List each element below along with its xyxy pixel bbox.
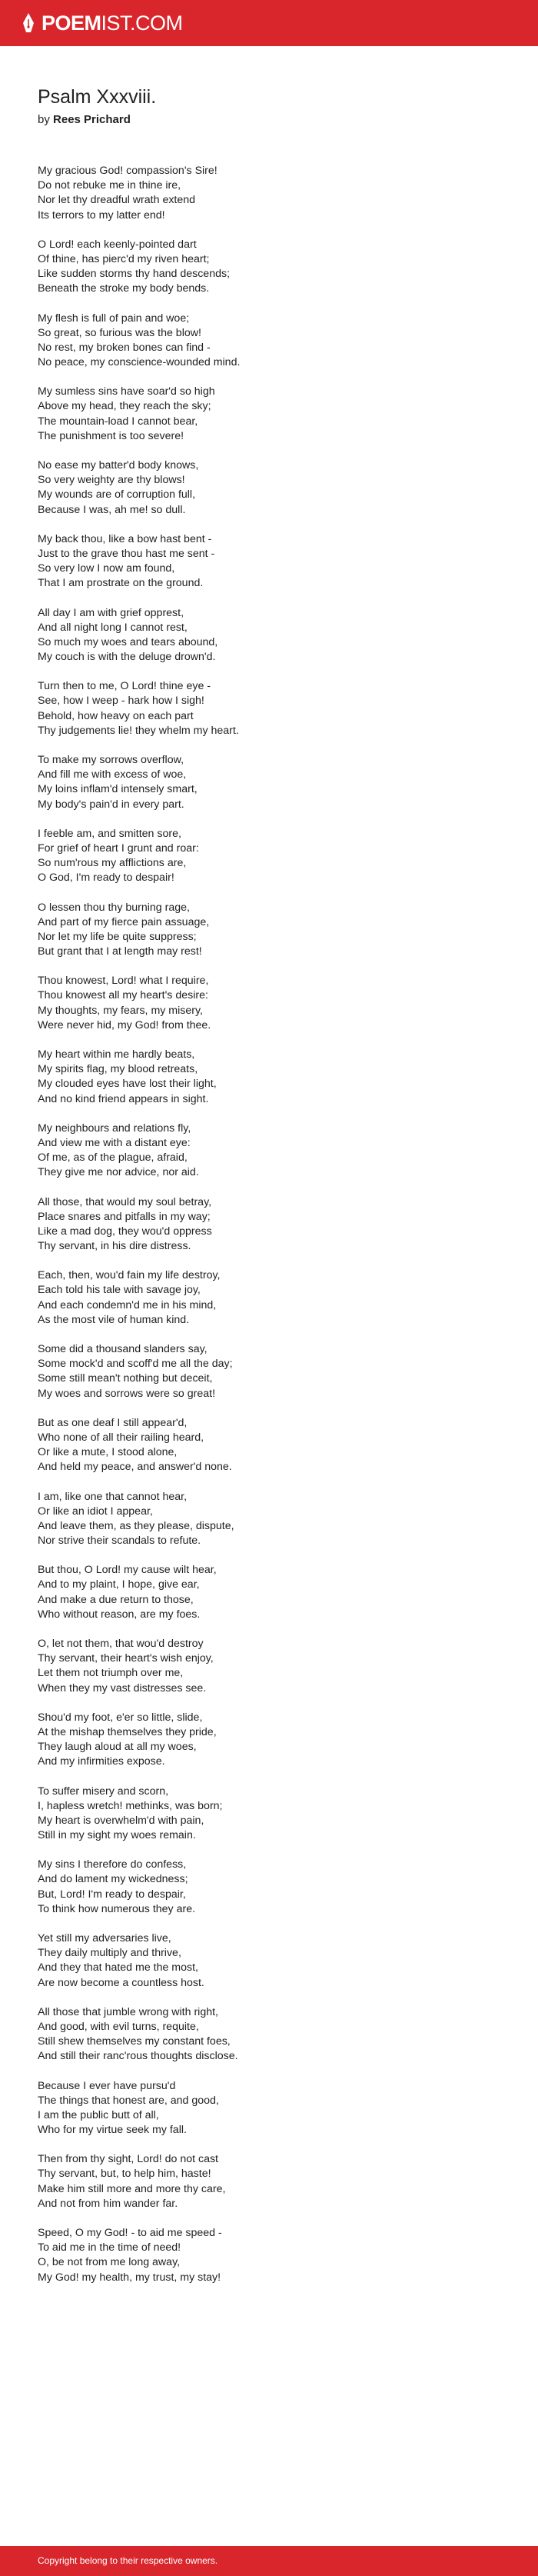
poem-line: Of me, as of the plague, afraid, bbox=[38, 1151, 188, 1165]
poem-line: My thoughts, my fears, my misery, bbox=[38, 1004, 203, 1017]
poem-line: And no kind friend appears in sight. bbox=[38, 1092, 209, 1105]
stanza bbox=[38, 827, 514, 886]
poem-line: Let them not triumph over me, bbox=[38, 1667, 184, 1680]
poem-line: And each condemn'd me in his mind, bbox=[38, 1298, 217, 1311]
poem-line: My God! my health, my trust, my stay! bbox=[38, 2271, 221, 2284]
stanza bbox=[38, 1416, 514, 1475]
poem-line: Nor strive their scandals to refute. bbox=[38, 1535, 201, 1548]
poem-line: No ease my batter'd body knows, bbox=[38, 459, 199, 472]
poem-line: So very weighty are thy blows! bbox=[38, 474, 185, 487]
poem-line: O Lord! each keenly-pointed dart bbox=[38, 238, 197, 251]
poem-line: Place snares and pitfalls in my way; bbox=[38, 1210, 211, 1223]
poem-line: My loins inflam'd intensely smart, bbox=[38, 783, 198, 796]
poem-line: And my infirmities expose. bbox=[38, 1755, 165, 1768]
poem-line: My heart is overwhelm'd with pain, bbox=[38, 1814, 204, 1827]
poem-line: All day I am with grief opprest, bbox=[38, 606, 184, 619]
poem-line: Are now become a countless host. bbox=[38, 1976, 204, 1989]
poem-line: And do lament my wickedness; bbox=[38, 1873, 188, 1886]
stanza bbox=[38, 385, 514, 444]
poem-line: Yet still my adversaries live, bbox=[38, 1932, 171, 1944]
poem-line: I am, like one that cannot hear, bbox=[38, 1490, 188, 1503]
poem-line: See, how I weep - hark how I sigh! bbox=[38, 695, 204, 708]
stanza bbox=[38, 753, 514, 812]
site-logo[interactable] bbox=[22, 0, 183, 46]
site-logo-text bbox=[42, 13, 183, 34]
poem-line: Or like a mute, I stood alone, bbox=[38, 1446, 178, 1459]
poem-line: Shou'd my foot, e'er so little, slide, bbox=[38, 1711, 203, 1724]
stanza bbox=[38, 532, 514, 592]
stanza bbox=[38, 1268, 514, 1328]
poem-line: Nor let thy dreadful wrath extend bbox=[38, 194, 196, 207]
poem-line: O, let not them, that wou'd destroy bbox=[38, 1638, 204, 1650]
poem-line: Because I was, ah me! so dull. bbox=[38, 503, 186, 516]
stanza bbox=[38, 1342, 514, 1401]
poem-line: Thy judgements lie! they whelm my heart. bbox=[38, 724, 239, 737]
poem-line: My couch is with the deluge drown'd. bbox=[38, 651, 216, 664]
poem-line: At the mishap themselves they pride, bbox=[38, 1725, 217, 1738]
poem-line: Some did a thousand slanders say, bbox=[38, 1343, 208, 1355]
poem-line: But as one deaf I still appear'd, bbox=[38, 1416, 188, 1429]
copyright-notice: Copyright belong to their respective owners. bbox=[38, 2555, 218, 2566]
poem-line: I, hapless wretch! methinks, was born; bbox=[38, 1799, 223, 1812]
poem-line: Above my head, they reach the sky; bbox=[38, 400, 211, 413]
poem-line: And leave them, as they please, dispute, bbox=[38, 1519, 234, 1532]
poem-line: Turn then to me, O Lord! thine eye - bbox=[38, 680, 211, 693]
logo-thin-part: IST.COM bbox=[101, 11, 183, 35]
poem-line: Its terrors to my latter end! bbox=[38, 208, 165, 222]
poem-line: O lessen thou thy burning rage, bbox=[38, 901, 190, 914]
poem-line: Then from thy sight, Lord! do not cast bbox=[38, 2153, 219, 2166]
poem-line: But, Lord! I'm ready to despair, bbox=[38, 1888, 186, 1901]
stanza bbox=[38, 679, 514, 738]
stanza bbox=[38, 1931, 514, 1991]
stanza bbox=[38, 1048, 514, 1107]
stanza bbox=[38, 1195, 514, 1255]
stanza bbox=[38, 2226, 514, 2285]
poem-line: My spirits flag, my blood retreats, bbox=[38, 1063, 198, 1076]
poem-line: And good, with evil turns, requite, bbox=[38, 2020, 199, 2033]
poem-line: O God, I'm ready to despair! bbox=[38, 871, 174, 885]
poem-line: Some mock'd and scoff'd me all the day; bbox=[38, 1358, 233, 1371]
poem-line: My sumless sins have soar'd so high bbox=[38, 385, 215, 398]
poem-line: Just to the grave thou hast me sent - bbox=[38, 547, 215, 560]
poem-line: And not from him wander far. bbox=[38, 2197, 178, 2210]
poem-line: My gracious God! compassion's Sire! bbox=[38, 165, 218, 177]
stanza bbox=[38, 974, 514, 1033]
poem-line: Some still mean't nothing but deceit, bbox=[38, 1372, 213, 1385]
poem-line: So much my woes and tears abound, bbox=[38, 635, 218, 648]
poem-title: Psalm Xxxviii. bbox=[38, 86, 157, 108]
poem-line: So very low I now am found, bbox=[38, 562, 175, 575]
poem-line: That I am prostrate on the ground. bbox=[38, 577, 204, 590]
poem-line: Still shew themselves my constant foes, bbox=[38, 2035, 231, 2048]
poem-line: Do not rebuke me in thine ire, bbox=[38, 179, 181, 192]
poem-line: All those that jumble wrong with right, bbox=[38, 2005, 218, 2018]
poem-line: The things that honest are, and good, bbox=[38, 2094, 219, 2107]
poem-line: And still their ranc'rous thoughts disclose. bbox=[38, 2050, 238, 2063]
poem-line: As the most vile of human kind. bbox=[38, 1313, 190, 1326]
poem-line: No peace, my conscience-wounded mind. bbox=[38, 356, 241, 369]
poem-line: And they that hated me the most, bbox=[38, 1961, 198, 1974]
poem-line: Thy servant, in his dire distress. bbox=[38, 1240, 191, 1253]
stanza bbox=[38, 2005, 514, 2064]
poem-line: My sins I therefore do confess, bbox=[38, 1858, 187, 1871]
poem-line: Thou knowest all my heart's desire: bbox=[38, 989, 208, 1002]
poem-line: My flesh is full of pain and woe; bbox=[38, 312, 190, 325]
poem-line: Make him still more and more thy care, bbox=[38, 2182, 226, 2195]
poem-line: My clouded eyes have lost their light, bbox=[38, 1078, 217, 1091]
poem-line: Thy servant, but, to help him, haste! bbox=[38, 2168, 211, 2181]
poem-line: To aid me in the time of need! bbox=[38, 2241, 181, 2254]
pen-nib-icon bbox=[22, 12, 35, 34]
stanza bbox=[38, 2152, 514, 2211]
stanza bbox=[38, 606, 514, 665]
byline-prefix: by bbox=[38, 113, 50, 126]
stanza bbox=[38, 2079, 514, 2138]
stanza bbox=[38, 901, 514, 960]
poem-line: Who none of all their railing heard, bbox=[38, 1431, 204, 1444]
poem-line: Each, then, wou'd fain my life destroy, bbox=[38, 1269, 221, 1282]
poem-line: Thy servant, their heart's wish enjoy, bbox=[38, 1652, 214, 1665]
logo-bold-part: POEM bbox=[42, 11, 101, 35]
poem-line: Thou knowest, Lord! what I require, bbox=[38, 975, 209, 988]
stanza bbox=[38, 1563, 514, 1622]
poem-line: They laugh aloud at all my woes, bbox=[38, 1741, 197, 1754]
poem-line: My back thou, like a bow hast bent - bbox=[38, 532, 212, 545]
poem-line: When they my vast distresses see. bbox=[38, 1681, 207, 1695]
poem-line: My body's pain'd in every part. bbox=[38, 798, 184, 811]
stanza bbox=[38, 1785, 514, 1844]
poem-line: But grant that I at length may rest! bbox=[38, 945, 202, 958]
site-footer bbox=[0, 2546, 538, 2576]
poem-line: No rest, my broken bones can find - bbox=[38, 341, 211, 354]
poem-line: So great, so furious was the blow! bbox=[38, 326, 201, 339]
poem-line: Still in my sight my woes remain. bbox=[38, 1829, 196, 1842]
poem-line: Or like an idiot I appear, bbox=[38, 1505, 153, 1518]
poem-line: My woes and sorrows were so great! bbox=[38, 1387, 216, 1400]
poem-line: And all night long I cannot rest, bbox=[38, 621, 188, 634]
poem-line: To make my sorrows overflow, bbox=[38, 754, 184, 766]
poem-line: Of thine, has pierc'd my riven heart; bbox=[38, 252, 210, 265]
poem-line: Who for my virtue seek my fall. bbox=[38, 2124, 187, 2137]
poem-line: The mountain-load I cannot bear, bbox=[38, 415, 198, 428]
stanza bbox=[38, 1490, 514, 1549]
poem-line: And fill me with excess of woe, bbox=[38, 768, 187, 781]
poem-line: I feeble am, and smitten sore, bbox=[38, 827, 181, 840]
site-header bbox=[0, 0, 538, 46]
poem-line: Were never hid, my God! from thee. bbox=[38, 1018, 211, 1031]
poem-line: And view me with a distant eye: bbox=[38, 1136, 191, 1149]
stanza bbox=[38, 1711, 514, 1770]
poem-body bbox=[38, 164, 514, 2300]
poem-byline bbox=[38, 113, 131, 126]
poem-line: They daily multiply and thrive, bbox=[38, 1947, 181, 1960]
stanza bbox=[38, 238, 514, 297]
poem-line: Like sudden storms thy hand descends; bbox=[38, 268, 231, 281]
poem-line: O, be not from me long away, bbox=[38, 2256, 181, 2269]
stanza bbox=[38, 312, 514, 371]
poem-line: Like a mad dog, they wou'd oppress bbox=[38, 1225, 212, 1238]
poem-line: Because I ever have pursu'd bbox=[38, 2079, 176, 2092]
stanza bbox=[38, 458, 514, 518]
poem-line: Nor let my life be quite suppress; bbox=[38, 930, 197, 943]
poem-line: Who without reason, are my foes. bbox=[38, 1608, 201, 1621]
poem-line: I am the public butt of all, bbox=[38, 2108, 159, 2121]
stanza bbox=[38, 1637, 514, 1696]
stanza bbox=[38, 1858, 514, 1917]
author-name[interactable]: Rees Prichard bbox=[53, 113, 131, 126]
poem-line: Speed, O my God! - to aid me speed - bbox=[38, 2227, 222, 2239]
stanza bbox=[38, 164, 514, 223]
poem-line: And make a due return to those, bbox=[38, 1593, 194, 1606]
poem-line: All those, that would my soul betray, bbox=[38, 1195, 212, 1208]
poem-line: And to my plaint, I hope, give ear, bbox=[38, 1578, 200, 1591]
poem-line: So num'rous my afflictions are, bbox=[38, 857, 187, 870]
poem-line: To suffer misery and scorn, bbox=[38, 1785, 169, 1798]
poem-line: Each told his tale with savage joy, bbox=[38, 1284, 201, 1297]
poem-line: My heart within me hardly beats, bbox=[38, 1048, 195, 1061]
poem-line: To think how numerous they are. bbox=[38, 1902, 196, 1915]
poem-line: My neighbours and relations fly, bbox=[38, 1121, 191, 1135]
poem-line: Behold, how heavy on each part bbox=[38, 709, 194, 722]
poem-line: And held my peace, and answer'd none. bbox=[38, 1461, 232, 1474]
poem-line: They give me nor advice, nor aid. bbox=[38, 1166, 199, 1179]
poem-line: Beneath the stroke my body bends. bbox=[38, 282, 210, 295]
poem-line: For grief of heart I grunt and roar: bbox=[38, 841, 199, 855]
poem-line: The punishment is too severe! bbox=[38, 429, 184, 442]
poem-line: My wounds are of corruption full, bbox=[38, 488, 196, 502]
poem-line: And part of my fierce pain assuage, bbox=[38, 915, 210, 928]
poem-line: But thou, O Lord! my cause wilt hear, bbox=[38, 1564, 217, 1577]
stanza bbox=[38, 1121, 514, 1181]
